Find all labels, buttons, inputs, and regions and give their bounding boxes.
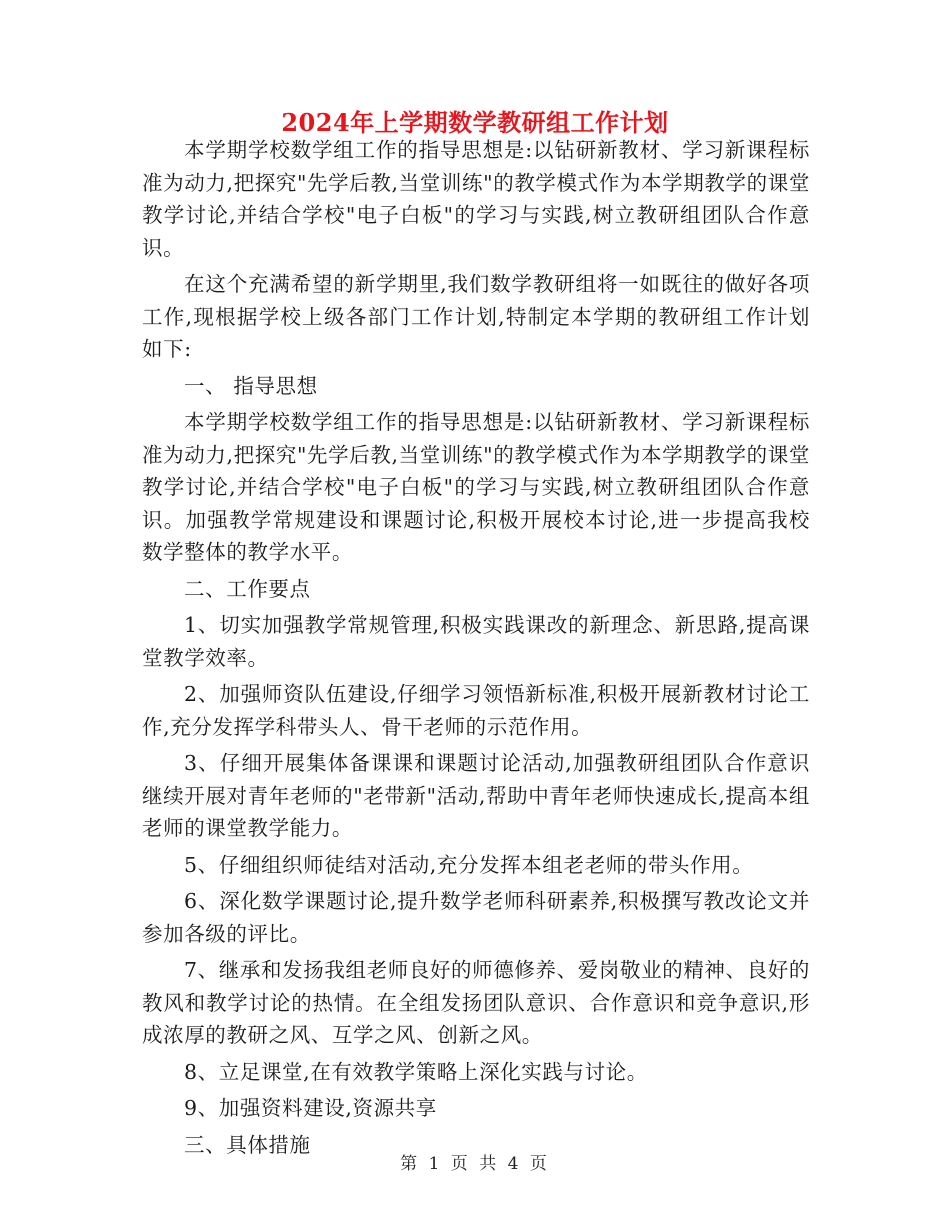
page-number-footer: 第 1 页 共 4 页 bbox=[400, 1154, 550, 1174]
section-heading-guiding-ideology: 一、 指导思想 bbox=[184, 373, 318, 398]
paragraph-intro-plan: 在这个充满希望的新学期里,我们数学教研组将一如既往的做好各项工作,现根据学校上级各部门工作计划,特制定本学期的教研组工作计划如下: bbox=[142, 272, 810, 361]
section-heading-work-points: 二、工作要点 bbox=[184, 576, 311, 601]
document-body bbox=[142, 134, 810, 1165]
list-item-work-point: 8、立足课堂,在有效教学策略上深化实践与讨论。 bbox=[184, 1059, 648, 1084]
list-item-work-point: 1、切实加强教学常规管理,积极实践课改的新理念、新思路,提高课堂教学效率。 bbox=[142, 613, 810, 670]
paragraph-guiding-ideology: 本学期学校数学组工作的指导思想是:以钻研新教材、学习新课程标准为动力,把探究"先学后教,当堂训练"的教学模式作为本学期教学的课堂教学讨论,并结合学校"电子白板"的学习与实践,树立教研组团队合作意识。加强教学常规建设和课题讨论,积极开展校本讨论,进一步提高我校数学整体的教学水平。 bbox=[142, 410, 810, 564]
list-item-work-point: 9、加强资料建设,资源共享 bbox=[184, 1096, 437, 1120]
list-item-work-point: 2、加强师资队伍建设,仔细学习领悟新标准,积极开展新教材讨论工作,充分发挥学科带头人、骨干老师的示范作用。 bbox=[142, 682, 810, 739]
section-heading-specific-measures: 三、具体措施 bbox=[184, 1132, 311, 1157]
list-item-work-point: 6、深化数学课题讨论,提升数学老师科研素养,积极撰写教改论文并参加各级的评比。 bbox=[142, 889, 810, 946]
list-item-work-point: 7、继承和发扬我组老师良好的师德修养、爱岗敬业的精神、良好的教风和教学讨论的热情。在全组发扬团队意识、合作意识和竞争意识,形成浓厚的教研之风、互学之风、创新之风。 bbox=[142, 958, 810, 1047]
list-item-work-point: 3、仔细开展集体备课课和课题讨论活动,加强教研组团队合作意识继续开展对青年老师的"老带新"活动,帮助中青年老师快速成长,提高本组老师的课堂教学能力。 bbox=[142, 751, 810, 840]
list-item-work-point: 5、仔细组织师徒结对活动,充分发挥本组老老师的带头作用。 bbox=[184, 852, 754, 877]
document-title: 2024年上学期数学教研组工作计划 bbox=[281, 108, 669, 137]
paragraph-intro-guiding: 本学期学校数学组工作的指导思想是:以钻研新教材、学习新课程标准为动力,把探究"先学后教,当堂训练"的教学模式作为本学期教学的课堂教学讨论,并结合学校"电子白板"的学习与实践,树立教研组团队合作意识。 bbox=[142, 138, 810, 260]
